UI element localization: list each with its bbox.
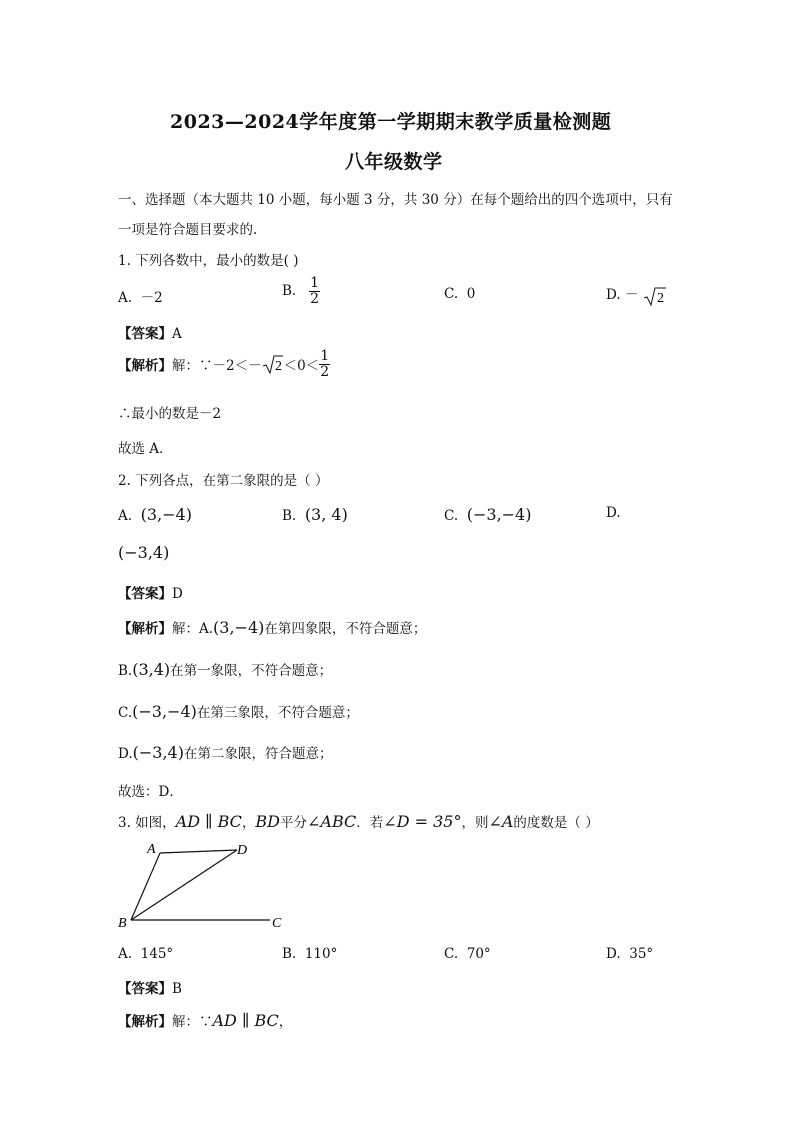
- q3-analysis: [118, 1010, 292, 1030]
- q1-analysis-radicand: 2: [274, 359, 282, 375]
- q1-analysis-mid: ＜0＜: [283, 358, 320, 375]
- q3-sep-1: ，: [241, 815, 256, 831]
- q2-analysis-text-1: 在第四象限，不符合题意；: [264, 621, 427, 637]
- q1-analysis: [118, 349, 330, 379]
- sqrt-symbol-icon: [643, 286, 667, 306]
- q3-parallel-expr: AD ∥ BC: [175, 812, 242, 831]
- q3-answer-tag: 【答案】: [118, 981, 172, 997]
- q3-analysis-tag: 【解析】: [118, 1014, 172, 1030]
- q3-sep-3: ，则: [461, 815, 489, 831]
- q3-analysis-expr: AD ∥ BC: [212, 1011, 279, 1030]
- q3-b-label: B.: [282, 946, 297, 962]
- q3-option-c: [444, 946, 491, 962]
- q1-analysis-tag: 【解析】: [118, 358, 172, 375]
- q3-sep-2: ．若: [356, 815, 384, 831]
- q2-option-d: [606, 505, 621, 521]
- q3-option-b: [282, 946, 337, 962]
- q2-b-value: (3, 4): [304, 505, 348, 524]
- q2-analysis-text-4: 在第二象限，符合题意；: [183, 746, 333, 762]
- q3-stem: [118, 811, 599, 831]
- q2-analysis-prefix-4: D.: [118, 746, 133, 762]
- q3-a-label: A.: [118, 946, 133, 962]
- q3-c-label: C.: [444, 946, 459, 962]
- q1-option-c: [444, 286, 475, 302]
- q2-analysis-line4: [118, 742, 332, 762]
- q2-d-value: (−3,4): [118, 543, 170, 562]
- q2-analysis-text-3: 在第三象限，不符合题意；: [196, 705, 359, 721]
- q3-angle-a: ∠A: [488, 812, 514, 831]
- q2-d-label: D.: [606, 505, 621, 521]
- q2-c-value: (−3,−4): [466, 505, 532, 524]
- q1-b-fraction: [309, 276, 320, 306]
- q2-analysis-point-3: (−3,−4): [132, 702, 197, 721]
- q2-b-label: B.: [282, 508, 297, 524]
- q2-analysis-text-2: 在第一象限，不符合题意；: [170, 663, 333, 679]
- segment-bd: [131, 850, 237, 920]
- q3-d-label: D.: [606, 946, 621, 962]
- q3-question-end: 的度数是（ ）: [513, 815, 599, 831]
- q3-bisect: 平分: [280, 815, 308, 831]
- q1-option-a: [118, 286, 163, 306]
- page-subtitle: 八年级数学: [345, 151, 443, 173]
- q3-analysis-prefix: 解：∵: [172, 1014, 213, 1030]
- q1-analysis-numerator: 1: [320, 348, 330, 364]
- q2-analysis-point-2: (3,4): [132, 660, 171, 679]
- q1-c-label: C.: [444, 286, 459, 302]
- section-instruction-line2: 一项是符合题目要求的.: [118, 222, 258, 238]
- label-c: C: [272, 916, 282, 931]
- q3-d-value: 35°: [629, 946, 654, 962]
- q1-a-label: A.: [118, 290, 133, 306]
- q2-analysis-prefix: 解：A.: [172, 621, 214, 637]
- q3-option-a: [118, 946, 173, 962]
- q1-a-value: －2: [140, 290, 163, 306]
- q2-a-label: A.: [118, 508, 133, 524]
- q2-analysis-line3: [118, 701, 359, 721]
- q3-angle-abc: ∠ABC: [307, 812, 357, 831]
- q3-option-d: [606, 946, 653, 962]
- sqrt-symbol-icon: [262, 354, 284, 374]
- label-b: B: [118, 916, 127, 931]
- q1-option-d: [606, 283, 667, 306]
- q1-choose: 故选 A．: [118, 441, 173, 457]
- q3-c-value: 70°: [466, 946, 491, 962]
- q2-analysis-prefix-2: B.: [118, 663, 133, 679]
- q1-analysis-denominator: 2: [320, 363, 330, 380]
- q3-answer-value: B: [172, 981, 182, 997]
- q1-b-label: B.: [282, 283, 297, 300]
- q3-bd: BD: [255, 812, 281, 831]
- q2-analysis-line2: [118, 659, 332, 679]
- q3-analysis-end: ，: [278, 1014, 293, 1030]
- q3-b-value: 110°: [304, 946, 338, 962]
- q1-answer: [118, 322, 182, 342]
- q2-answer: [118, 582, 183, 602]
- section-instruction-line1: 一、选择题（本大题共 10 小题，每小题 3 分，共 30 分）在每个题给出的四个选项中，只有: [118, 192, 673, 208]
- q3-a-value: 145°: [140, 946, 174, 962]
- q3-number: 3. 如图，: [118, 815, 176, 831]
- q2-c-label: C.: [444, 508, 459, 524]
- q3-figure: [112, 838, 292, 938]
- label-d: D: [237, 843, 248, 858]
- q1-d-label: D.: [606, 287, 621, 303]
- q2-option-c: [444, 505, 531, 524]
- q2-analysis-point-1: (3,−4): [213, 618, 265, 637]
- q1-answer-tag: 【答案】: [118, 326, 172, 342]
- q2-answer-tag: 【答案】: [118, 586, 172, 602]
- q2-answer-value: D: [172, 586, 183, 602]
- q1-b-numerator: 1: [310, 275, 320, 291]
- q1-b-denominator: 2: [310, 290, 320, 307]
- page-title: 2023—2024学年度第一学期期末教学质量检测题: [170, 111, 612, 133]
- q1-analysis-prefix: 解：∵－2＜－: [172, 358, 262, 375]
- q3-angle-d: ∠D = 35°: [383, 812, 462, 831]
- q3-answer: [118, 977, 182, 997]
- q2-a-value: (3,−4): [140, 505, 192, 524]
- q1-c-value: 0: [466, 286, 476, 302]
- q1-answer-value: A: [172, 326, 182, 342]
- segment-ad: [160, 850, 237, 853]
- q1-conclusion: ∴最小的数是－2: [118, 406, 222, 422]
- q1-d-radicand: 2: [656, 290, 664, 306]
- label-a: A: [147, 842, 156, 857]
- q2-analysis-prefix-3: C.: [118, 705, 133, 721]
- q1-option-b: [282, 276, 320, 306]
- q1-d-prefix: －: [624, 287, 639, 303]
- q2-analysis-point-4: (−3,4): [132, 743, 184, 762]
- q2-option-a: [118, 505, 192, 524]
- q2-choose: 故选：D．: [118, 784, 183, 800]
- q1-stem: 1. 下列各数中，最小的数是( ): [118, 253, 299, 269]
- q1-analysis-fraction: [319, 349, 330, 379]
- q2-stem: 2. 下列各点，在第二象限的是（ ）: [118, 473, 329, 489]
- q2-option-b: [282, 505, 348, 524]
- q2-analysis-tag: 【解析】: [118, 621, 172, 637]
- q2-analysis-line1: [118, 617, 426, 637]
